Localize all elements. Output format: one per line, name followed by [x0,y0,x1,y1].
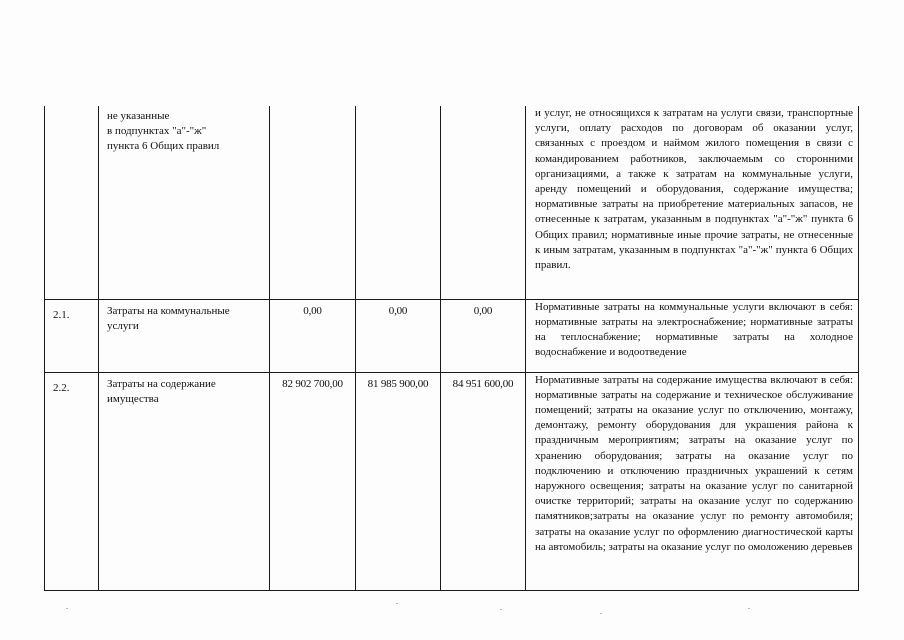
row-number: 2.1. [53,308,70,321]
value-3 [441,106,525,110]
row-number-cell [45,372,99,590]
value-cell-3 [441,299,526,372]
value-2 [356,106,440,110]
value-cell-3 [441,106,526,299]
row-name-line: пункта 6 Общих правил [107,140,220,153]
row-name-line: услуги [107,319,139,332]
row-number [45,106,98,114]
row-name [99,106,269,155]
expenses-table [44,106,859,591]
row-number: 2.2. [53,381,70,394]
row-name-cell [99,106,270,299]
value-3: 0,00 [473,304,493,317]
table-row [45,106,859,299]
description-cell [526,372,859,590]
row-description: Нормативные затраты на содержание имущества включают в себя: нормативные затраты на содержание и техническое обслуживание помещений; затраты на оказание услуг по отключению, монтажу, демонтажу, ремонту оборудования для украшения района к праздничным мероприятиям; затраты на оказание услуг по хранению оборудования; затраты на оказание услуг по подключению и отключению праздничных украшений к сетям наружного освещения; затраты на оказание услуг по санитарной очистке территорий; затраты на оказание услуг по содержанию памятников;затраты на оказание услуг по ремонту автомобиля; затраты на оказание услуг по оформлению диагностической карты на автомобиль; затраты на оказание услуг по омоложению деревьев [535,373,853,553]
row-name [99,300,269,334]
value-cell-2 [356,106,441,299]
value-cell-2 [356,299,441,372]
value-cell-3 [441,372,526,590]
scan-speck [600,613,602,614]
value-2: 0,00 [388,304,408,317]
row-number-cell [45,299,99,372]
value-cell-2 [356,372,441,590]
row-name-line: Затраты на содержание [107,377,216,390]
table-row [45,299,859,372]
description-cell [526,106,859,299]
value-1: 82 902 700,00 [282,377,343,390]
value-cell-1 [270,372,356,590]
table-row [45,372,859,590]
value-cell-1 [270,299,356,372]
value-3: 84 951 600,00 [452,377,514,390]
scan-speck [66,608,68,609]
scan-speck [748,608,750,609]
value-cell-1 [270,106,356,299]
row-name-cell [99,299,270,372]
row-name-line: Затраты на коммунальные [107,304,230,317]
scan-speck [500,609,502,610]
value-1 [270,106,355,110]
row-name-line: не указанные [107,110,170,122]
row-name-cell [99,372,270,590]
scan-speck [396,603,398,604]
row-description: Нормативные затраты на коммунальные услуги включают в себя: нормативные затраты на электроснабжение; нормативные затраты на теплоснабжение; нормативные затраты на холодное водоснабжение и водоотведение [535,300,853,359]
value-1: 0,00 [303,304,322,317]
value-2: 81 985 900,00 [367,377,429,390]
row-number-cell [45,106,99,299]
description-cell [526,299,859,372]
row-description: и услуг, не относящихся к затратам на услуги связи, транспортные услуги, оплату расходов по договорам об оказании услуг, связанных с проездом и наймом жилого помещения в связи с командированием работников, заключаемым со сторонними организациями, а также к затратам на коммунальные услуги, аренду помещений и оборудования, содержание имущества; нормативные затраты на приобретение материальных запасов, не отнесенные к затратам, указанным в подпунктах "а"-"ж" пункта 6 Общих правил; нормативные иные прочие затраты, не отнесенные к иным затратам, указанным в подпунктах "а"-"ж" пункта 6 Общих правил. [535,107,853,272]
row-name-line: имущества [107,392,159,405]
row-name [99,373,269,407]
row-name-line: в подпунктах "а"-"ж" [107,125,207,138]
